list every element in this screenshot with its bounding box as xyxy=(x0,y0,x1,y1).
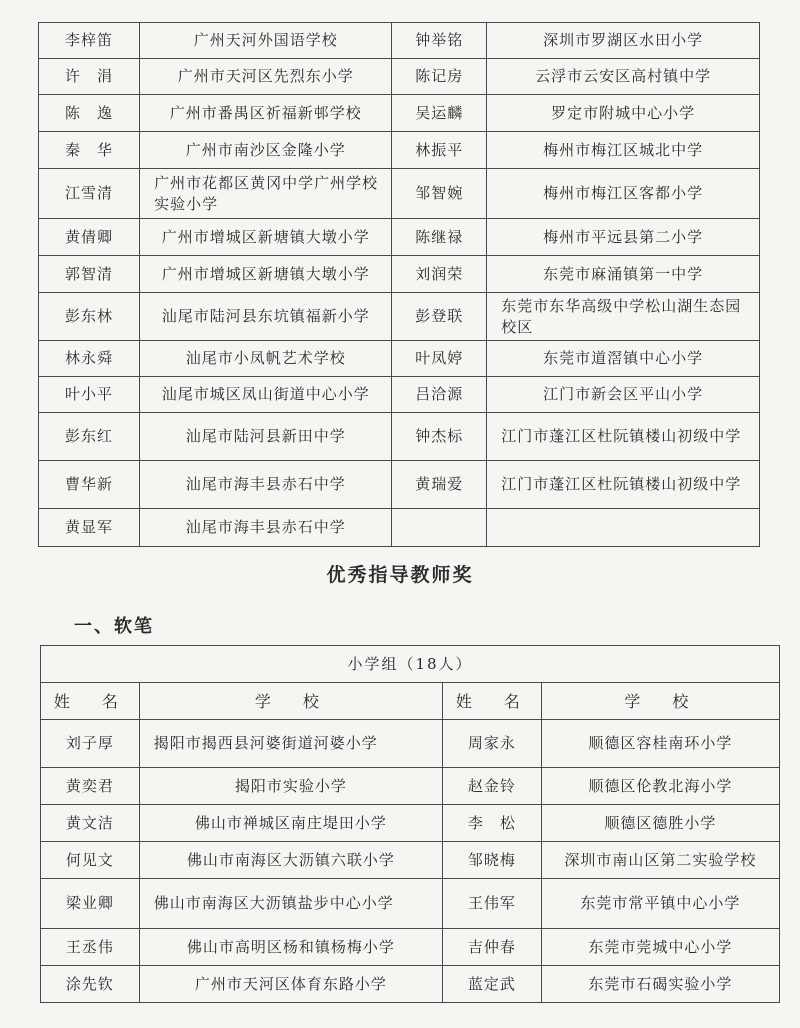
school-name: 顺德区容桂南环小学 xyxy=(541,720,779,768)
school-name: 东莞市东华高级中学松山湖生态园校区 xyxy=(487,293,760,341)
table-row xyxy=(41,842,780,879)
school-name xyxy=(487,509,760,547)
teacher-name: 钟举铭 xyxy=(392,23,487,59)
teacher-name: 黄奕君 xyxy=(41,768,140,805)
column-header-name: 姓 名 xyxy=(443,683,542,720)
school-name: 云浮市云安区高村镇中学 xyxy=(487,59,760,95)
school-name: 梅州市平远县第二小学 xyxy=(487,219,760,256)
group-label: 小学组（18人） xyxy=(41,646,780,683)
teacher-name: 吴运麟 xyxy=(392,95,487,132)
school-name: 广州市增城区新塘镇大墩小学 xyxy=(140,219,392,256)
teacher-name: 吉仲春 xyxy=(443,929,542,966)
teacher-name: 江雪清 xyxy=(39,169,140,219)
teacher-name: 何见文 xyxy=(41,842,140,879)
school-name: 佛山市南海区大沥镇六联小学 xyxy=(139,842,442,879)
teacher-name: 叶小平 xyxy=(39,377,140,413)
school-name: 东莞市石碣实验小学 xyxy=(541,966,779,1003)
table-row xyxy=(39,256,760,293)
teacher-name: 曹华新 xyxy=(39,461,140,509)
school-name: 汕尾市陆河县新田中学 xyxy=(140,413,392,461)
school-name: 广州市花都区黄冈中学广州学校实验小学 xyxy=(140,169,392,219)
table-row xyxy=(41,966,780,1003)
teacher-name: 叶凤婷 xyxy=(392,341,487,377)
table-row xyxy=(39,341,760,377)
teacher-name: 梁业卿 xyxy=(41,879,140,929)
teacher-name: 陈记房 xyxy=(392,59,487,95)
school-name: 佛山市高明区杨和镇杨梅小学 xyxy=(139,929,442,966)
school-name: 江门市蓬江区杜阮镇楼山初级中学 xyxy=(487,413,760,461)
table-row xyxy=(39,132,760,169)
teacher-name: 秦 华 xyxy=(39,132,140,169)
school-name: 深圳市南山区第二实验学校 xyxy=(541,842,779,879)
school-name: 梅州市梅江区客都小学 xyxy=(487,169,760,219)
school-name: 广州市增城区新塘镇大墩小学 xyxy=(140,256,392,293)
school-name: 罗定市附城中心小学 xyxy=(487,95,760,132)
school-name: 汕尾市陆河县东坑镇福新小学 xyxy=(140,293,392,341)
teacher-name: 黄显军 xyxy=(39,509,140,547)
teacher-name: 陈 逸 xyxy=(39,95,140,132)
school-name: 顺德区德胜小学 xyxy=(541,805,779,842)
teacher-name: 钟杰标 xyxy=(392,413,487,461)
school-name: 揭阳市揭西县河婆街道河婆小学 xyxy=(139,720,442,768)
school-name: 东莞市常平镇中心小学 xyxy=(541,879,779,929)
teacher-name: 黄瑞爱 xyxy=(392,461,487,509)
school-name: 东莞市麻涌镇第一中学 xyxy=(487,256,760,293)
teacher-name: 邹智婉 xyxy=(392,169,487,219)
teacher-name: 李梓笛 xyxy=(39,23,140,59)
teacher-name: 涂先钦 xyxy=(41,966,140,1003)
table-row xyxy=(39,293,760,341)
school-name: 汕尾市海丰县赤石中学 xyxy=(140,509,392,547)
teacher-name: 王丞伟 xyxy=(41,929,140,966)
column-header-school: 学 校 xyxy=(541,683,779,720)
table-row xyxy=(39,169,760,219)
column-header-row xyxy=(41,683,780,720)
teacher-name: 黄文洁 xyxy=(41,805,140,842)
table-row xyxy=(41,929,780,966)
teacher-name: 吕洽源 xyxy=(392,377,487,413)
table-row xyxy=(39,59,760,95)
teacher-name: 蓝定武 xyxy=(443,966,542,1003)
teacher-name: 林永舜 xyxy=(39,341,140,377)
school-name: 梅州市梅江区城北中学 xyxy=(487,132,760,169)
school-name: 广州市天河区先烈东小学 xyxy=(140,59,392,95)
teacher-name xyxy=(392,509,487,547)
table-row xyxy=(39,461,760,509)
sub-section-title: 一、软笔 xyxy=(74,616,154,637)
school-name: 汕尾市海丰县赤石中学 xyxy=(140,461,392,509)
award-list-table-top xyxy=(38,22,760,547)
teacher-name: 郭智清 xyxy=(39,256,140,293)
school-name: 广州天河外国语学校 xyxy=(140,23,392,59)
teacher-name: 陈继禄 xyxy=(392,219,487,256)
school-name: 汕尾市小凤帆艺术学校 xyxy=(140,341,392,377)
school-name: 汕尾市城区凤山街道中心小学 xyxy=(140,377,392,413)
table-row xyxy=(39,413,760,461)
table-row xyxy=(39,23,760,59)
column-header-name: 姓 名 xyxy=(41,683,140,720)
school-name: 广州市番禺区祈福新邨学校 xyxy=(140,95,392,132)
teacher-name: 王伟军 xyxy=(443,879,542,929)
award-list-table-bottom xyxy=(40,645,780,1003)
school-name: 江门市新会区平山小学 xyxy=(487,377,760,413)
school-name: 东莞市莞城中心小学 xyxy=(541,929,779,966)
school-name: 揭阳市实验小学 xyxy=(139,768,442,805)
school-name: 东莞市道滘镇中心小学 xyxy=(487,341,760,377)
school-name: 江门市蓬江区杜阮镇楼山初级中学 xyxy=(487,461,760,509)
table-row xyxy=(39,509,760,547)
school-name: 深圳市罗湖区水田小学 xyxy=(487,23,760,59)
teacher-name: 林振平 xyxy=(392,132,487,169)
group-header-row xyxy=(41,646,780,683)
teacher-name: 彭东红 xyxy=(39,413,140,461)
teacher-name: 许 涓 xyxy=(39,59,140,95)
table-row xyxy=(41,720,780,768)
teacher-name: 刘子厚 xyxy=(41,720,140,768)
teacher-name: 黄倩卿 xyxy=(39,219,140,256)
teacher-name: 彭登联 xyxy=(392,293,487,341)
teacher-name: 彭东林 xyxy=(39,293,140,341)
table-row xyxy=(39,219,760,256)
school-name: 佛山市南海区大沥镇盐步中心小学 xyxy=(139,879,442,929)
teacher-name: 刘润荣 xyxy=(392,256,487,293)
table-row xyxy=(39,377,760,413)
school-name: 佛山市禅城区南庄堤田小学 xyxy=(139,805,442,842)
school-name: 顺德区伦教北海小学 xyxy=(541,768,779,805)
teacher-name: 李 松 xyxy=(443,805,542,842)
section-title: 优秀指导教师奖 xyxy=(326,564,474,586)
table-row xyxy=(39,95,760,132)
table-row xyxy=(41,805,780,842)
teacher-name: 赵金铃 xyxy=(443,768,542,805)
table-row xyxy=(41,768,780,805)
column-header-school: 学 校 xyxy=(139,683,442,720)
school-name: 广州市天河区体育东路小学 xyxy=(139,966,442,1003)
teacher-name: 邹晓梅 xyxy=(443,842,542,879)
teacher-name: 周家永 xyxy=(443,720,542,768)
table-row xyxy=(41,879,780,929)
school-name: 广州市南沙区金隆小学 xyxy=(140,132,392,169)
